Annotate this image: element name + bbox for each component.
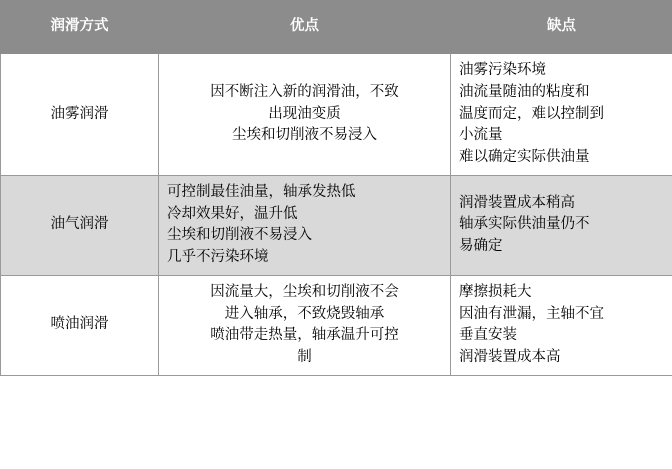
cons-line: 轴承实际供油量仍不 [459, 216, 590, 233]
cons-line: 温度而定，难以控制到 [459, 105, 604, 122]
pros-line: 尘埃和切削液不易浸入 [167, 227, 312, 244]
cell-method: 油雾润滑 [1, 54, 159, 176]
pros-line: 进入轴承，不致烧毁轴承 [224, 305, 385, 322]
pros-line: 因流量大，尘埃和切削液不会 [210, 283, 399, 300]
cell-cons [451, 54, 672, 176]
table-header [1, 1, 672, 54]
pros-line: 出现油变质 [268, 105, 341, 122]
cons-line: 油雾污染环境 [459, 62, 546, 78]
cons-line: 难以确定实际供油量 [459, 149, 590, 165]
cell-method: 油气润滑 [1, 175, 159, 275]
cons-line: 小流量 [459, 127, 503, 144]
cons-line: 油流量随油的粘度和 [459, 83, 590, 100]
cons-line: 易确定 [459, 238, 503, 255]
cell-cons [451, 275, 672, 375]
pros-line: 制 [297, 349, 312, 365]
pros-line: 几乎不污染环境 [167, 249, 269, 265]
column-header-pros: 优点 [159, 1, 451, 54]
column-header-method: 润滑方式 [1, 1, 159, 54]
cons-line: 润滑装置成本稍高 [459, 194, 575, 211]
table-row [1, 275, 672, 375]
table-row [1, 175, 672, 275]
pros-line: 可控制最佳油量，轴承发热低 [167, 183, 356, 200]
table-body [1, 54, 672, 376]
cons-line: 因油有泄漏，主轴不宜 [459, 305, 604, 322]
cell-method: 喷油润滑 [1, 275, 159, 375]
cell-cons [451, 175, 672, 275]
table-row [1, 54, 672, 176]
cons-line: 垂直安装 [459, 327, 517, 344]
pros-line: 喷油带走热量，轴承温升可控 [210, 327, 399, 344]
column-header-cons: 缺点 [451, 1, 672, 54]
cell-pros [159, 54, 451, 176]
cons-line: 润滑装置成本高 [459, 349, 561, 365]
cell-pros [159, 275, 451, 375]
pros-line: 冷却效果好，温升低 [167, 205, 298, 222]
pros-line: 尘埃和切削液不易浸入 [232, 127, 377, 144]
table-header-row [1, 1, 672, 54]
cell-pros [159, 175, 451, 275]
cons-line: 摩擦损耗大 [459, 283, 532, 300]
pros-line: 因不断注入新的润滑油，不致 [210, 83, 399, 100]
